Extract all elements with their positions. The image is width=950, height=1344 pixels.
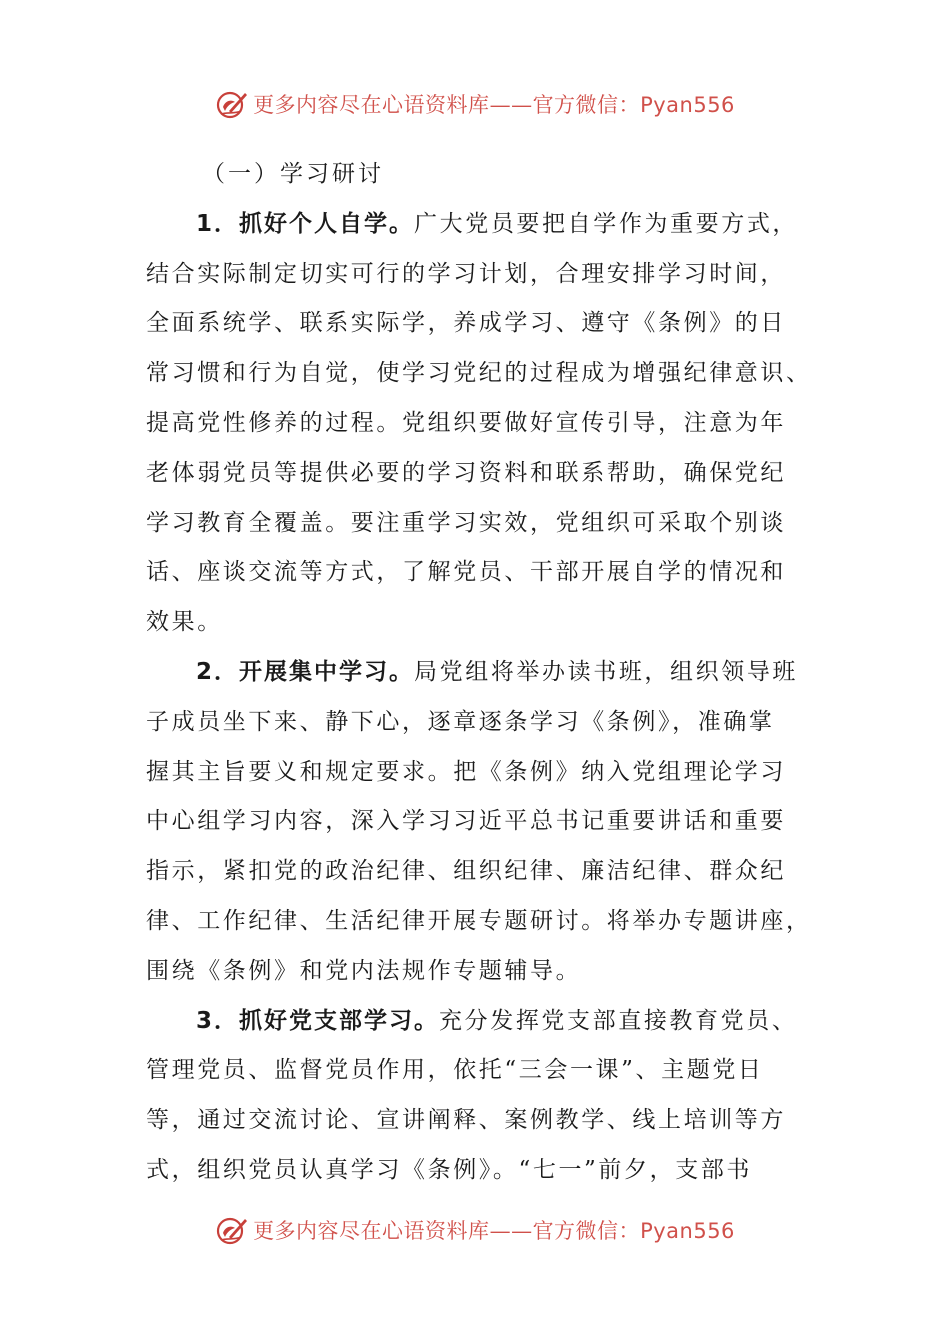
paragraph-line: 律、工作纪律、生活纪律开展专题研讨。将举办专题讲座， xyxy=(146,907,812,934)
paragraph-1-text: 广大党员要把自学作为重要方式， xyxy=(414,210,799,237)
paragraph-1-heading: 1．抓好个人自学。 xyxy=(196,210,415,237)
watermark-text xyxy=(253,89,735,119)
paragraph-line: 提高党性修养的过程。党组织要做好宣传引导，注意为年 xyxy=(146,409,786,436)
paragraph-line: 效果。 xyxy=(146,609,223,636)
section-title: （一）学习研讨 xyxy=(202,161,384,187)
pen-logo-icon xyxy=(215,1213,249,1247)
paragraph-line: 老体弱党员等提供必要的学习资料和联系帮助，确保党纪 xyxy=(146,459,786,486)
watermark-text xyxy=(253,1215,735,1245)
paragraph-line: 常习惯和行为自觉，使学习党纪的过程成为增强纪律意识、 xyxy=(146,360,812,387)
watermark-wechat: Pyan556 xyxy=(640,93,735,117)
paragraph-2-heading: 2．开展集中学习。 xyxy=(196,658,415,685)
paragraph-line: 中心组学习内容，深入学习习近平总书记重要讲话和重要 xyxy=(146,808,786,835)
paragraph-line: 握其主旨要义和规定要求。把《条例》纳入党组理论学习 xyxy=(146,758,786,785)
paragraph-line: 结合实际制定切实可行的学习计划，合理安排学习时间， xyxy=(146,260,786,287)
paragraph-2-text: 局党组将举办读书班，组织领导班 xyxy=(414,658,799,685)
watermark-wechat: Pyan556 xyxy=(640,1219,735,1243)
paragraph-1-line-1 xyxy=(146,200,806,250)
footer-watermark xyxy=(0,1210,950,1250)
watermark-site: 更多内容尽在心语资料库 xyxy=(253,1219,490,1243)
paragraph-3-line-1 xyxy=(146,997,806,1047)
paragraph-line: 学习教育全覆盖。要注重学习实效，党组织可采取个别谈 xyxy=(146,509,786,536)
paragraph-line: 式，组织党员认真学习《条例》。“七一”前夕，支部书 xyxy=(146,1156,753,1183)
paragraph-line: 围绕《条例》和党内法规作专题辅导。 xyxy=(146,957,582,984)
paragraph-2-line-1 xyxy=(146,648,806,698)
paragraph-line: 等，通过交流讨论、宣讲阐释、案例教学、线上培训等方 xyxy=(146,1107,786,1134)
paragraph-line: 话、座谈交流等方式，了解党员、干部开展自学的情况和 xyxy=(146,559,786,586)
watermark-dash: —— xyxy=(489,93,533,117)
paragraph-3-text: 充分发挥党支部直接教育党员、 xyxy=(439,1007,798,1034)
watermark-label: 官方微信： xyxy=(532,1219,641,1243)
paragraph-line: 全面系统学、联系实际学，养成学习、遵守《条例》的日 xyxy=(146,310,786,337)
watermark-site: 更多内容尽在心语资料库 xyxy=(253,93,490,117)
paragraph-line: 子成员坐下来、静下心，逐章逐条学习《条例》，准确掌 xyxy=(146,708,775,735)
paragraph-3-heading: 3．抓好党支部学习。 xyxy=(196,1007,440,1034)
pen-logo-icon xyxy=(215,87,249,121)
document-body xyxy=(146,150,812,1196)
header-watermark xyxy=(0,84,950,124)
paragraph-line: 指示，紧扣党的政治纪律、组织纪律、廉洁纪律、群众纪 xyxy=(146,858,786,885)
watermark-dash: —— xyxy=(489,1219,533,1243)
paragraph-line: 管理党员、监督党员作用，依托“三会一课”、主题党日 xyxy=(146,1057,764,1084)
watermark-label: 官方微信： xyxy=(532,93,641,117)
